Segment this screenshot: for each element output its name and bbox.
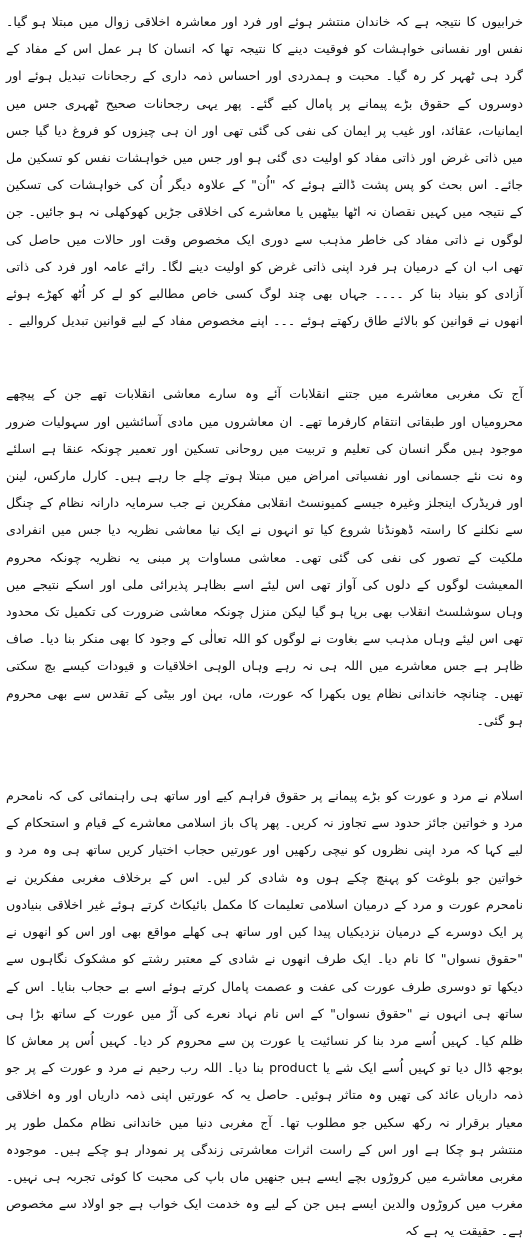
paragraph-western-revolutions: آج تک مغربی معاشرے میں جتنے انقلابات آئے وہ سارے معاشی انقلابات تھے جن کے پیچھے محرومیاں اور طبقاتی انتقام کارفرما تھے۔ ان معاشروں میں مادی آسائشیں اور سہولیات ضرور موجود ہیں مگر انسان کی تعلیم و تربیت میں روحانی تسکین اور تعمیر چونکہ عنقا ہے اسلئے وہ نت نئے جسمانی اور نفسیاتی امراض میں مبتلا ہوتے چلے جا رہے ہیں۔ کارل مارکس، لینن اور فریڈرک اینجلز وغیرہ جیسے کمیونسٹ انقلابی مفکرین نے جب سرمایہ دارانہ نظام کے چنگل سے نکلنے کا راستہ ڈھونڈنا شروع کیا تو انہوں نے ایک نیا معاشی نظریہ دیا جس میں انفرادی ملکیت کے تصور کی نفی کی گئی تھی۔ معاشی مساوات پر مبنی یہ نظریہ چونکہ محروم المعیشت لوگوں کے دلوں کی آواز تھی اس لیئے اسے بظاہر پذیرائی ملی اور اسکے نتیجے میں وہاں سوشلسٹ انقلاب بھی برپا ہو گیا لیکن منزل چونکہ معاشی ضرورت کی تکمیل تک محدود تھی اس لیئے وہاں مذہب سے بغاوت نے لوگوں کو اللہ تعالٰی کے وجود کا بھی منکر بنا دیا۔ صاف ظاہر ہے جس معاشرے میں اللہ ہی نہ رہے وہاں الوہی اخلاقیات و قیودات کیسے بچ سکتی تھیں۔ چنانچہ خاندانی نظام یوں بکھرا کہ عورت، ماں، بہن اور بیٹی کے تقدس سے بھی محروم ہو گئی۔ xyxy=(6,386,523,728)
paragraph-family-decline: خرابیوں کا نتیجہ ہے کہ خاندان منتشر ہوئے اور فرد اور معاشرہ اخلاقی زوال میں مبتلا ہو گیا۔ نفس اور نفسانی خواہشات کو فوقیت دینے کا نتیجہ تھا کہ انسان کا ہر عمل اس کے مفاد کے گرد ہی ٹھہر کر رہ گیا۔ محبت و ہمدردی اور احساس ذمہ داری کے رجحانات تبدیل ہوئے اور دوسروں کے حقوق بڑے پیمانے پر پامال کیے گئے۔ پھر یہی رجحانات صحیح ٹھہری جس میں ایمانیات، عقائد، اور غیب پر ایمان کی نفی کی گئی تھی اور ان ہی چیزوں کو فروغ دیا گیا جس میں ذاتی غرض اور ذاتی مفاد کو اولیت دی گئی ہو اور جس میں خواہشات نفس کو تسکین مل جائے۔ اس بحث کو پس پشت ڈالتے ہوئے کہ "اُن" کے علاوہ دیگر اُن کی خواہشات کی تسکین کے نتیجہ میں کہیں نقصان نہ اٹھا بیٹھیں یا معاشرے کی اخلاقی جڑیں کھوکھلی نہ ہو جائیں۔ جن لوگوں نے ذاتی مفاد کی خاطر مذہب سے دوری ایک مخصوص وقت اور حالات میں حاصل کی تھی اب ان کے درمیان ہر فرد اپنی ذاتی غرض کو اولیت دینے لگا۔ رائے عامہ اور فرد کی ذاتی آزادی کو بنیاد بنا کر ۔۔۔۔ جہاں بھی چند لوگ کسی خاص مطالبے کو لے کر اُٹھ کھڑے ہوئے انھوں نے قوانین کو بالائے طاق رکھتے ہوئے ۔۔۔ اپنے مخصوص مفاد کے لیے قوانین تبدیل کروالیے ۔ xyxy=(6,14,523,329)
paragraph-islam-women-rights: اسلام نے مرد و عورت کو بڑے پیمانے پر حقوق فراہم کیے اور ساتھ ہی راہنمائی کی کہ نامحرم مرد و خواتین جائز حدود سے تجاوز نہ کریں۔ پھر پاک باز اسلامی معاشرے کے قیام و استحکام کے لیے کہا کہ مرد اپنی نظروں کو نیچی رکھیں اور عورتیں حجاب اختیار کریں ساتھ ہی وہ مرد و خواتین جو بلوغت کو پہنچ چکے ہوں وہ شادی کر لیں۔ اس کے برخلاف مغربی مفکرین نے نامحرم عورت و مرد کے درمیان اسلامی تعلیمات کا مکمل بائیکاٹ کرتے ہوئے غیر اخلاقی بنیادوں پر ایک دوسرے کے درمیان نزدیکیاں پیدا کیں اور ساتھ ہی کھلے مواقع بھی اور اس کو انھوں نے "حقوق نسواں" کا نام دیا۔ ایک طرف انھوں نے شادی کے معتبر رشتے کو مشکوک نگاہوں سے دیکھا تو دوسری طرف عورت کی عفت و عصمت پامال کرتے ہوئے اسے بے حجاب بنایا۔ اس کے ساتھ ہی انہوں نے "حقوق نسواں" کے اس نام نہاد نعرے کی آڑ میں عورت کے ساتھ بڑا ہی ظلم کیا۔ کہیں اُسے مرد بنا کر نسائیت یا عورت پن سے محروم کر دیا۔ کہیں اُس پر معاش کا بوجھ ڈال دیا تو کہیں اُسے ایک شے یا product بنا دیا۔ اللہ رب رحیم نے مرد و عورت کے پر جو ذمہ داریاں عائد کی تھیں وہ متاثر ہوئیں۔ حاصل یہ کہ عورتیں اپنی ذمہ داریاں اور وہ اخلاقی معیار برقرار نہ رکھ سکیں جو مطلوب تھا۔ آج مغربی دنیا میں خاندانی نظام مکمل طور پر منتشر ہو چکا ہے اور اس کے راست اثرات معاشرتی زندگی پر نمودار ہو چکے ہیں۔ موجودہ مغربی معاشرے میں کروڑوں بچے ایسے ہیں جنھیں ماں باپ کی محبت کا کوئی تجربہ ہی نہیں۔ مغرب میں کروڑوں والدین ایسے ہیں جن کے لیے وہ خدمت ایک خواب ہے جو اولاد سے مخصوص ہے۔ حقیقت یہ ہے کہ xyxy=(6,788,523,1239)
